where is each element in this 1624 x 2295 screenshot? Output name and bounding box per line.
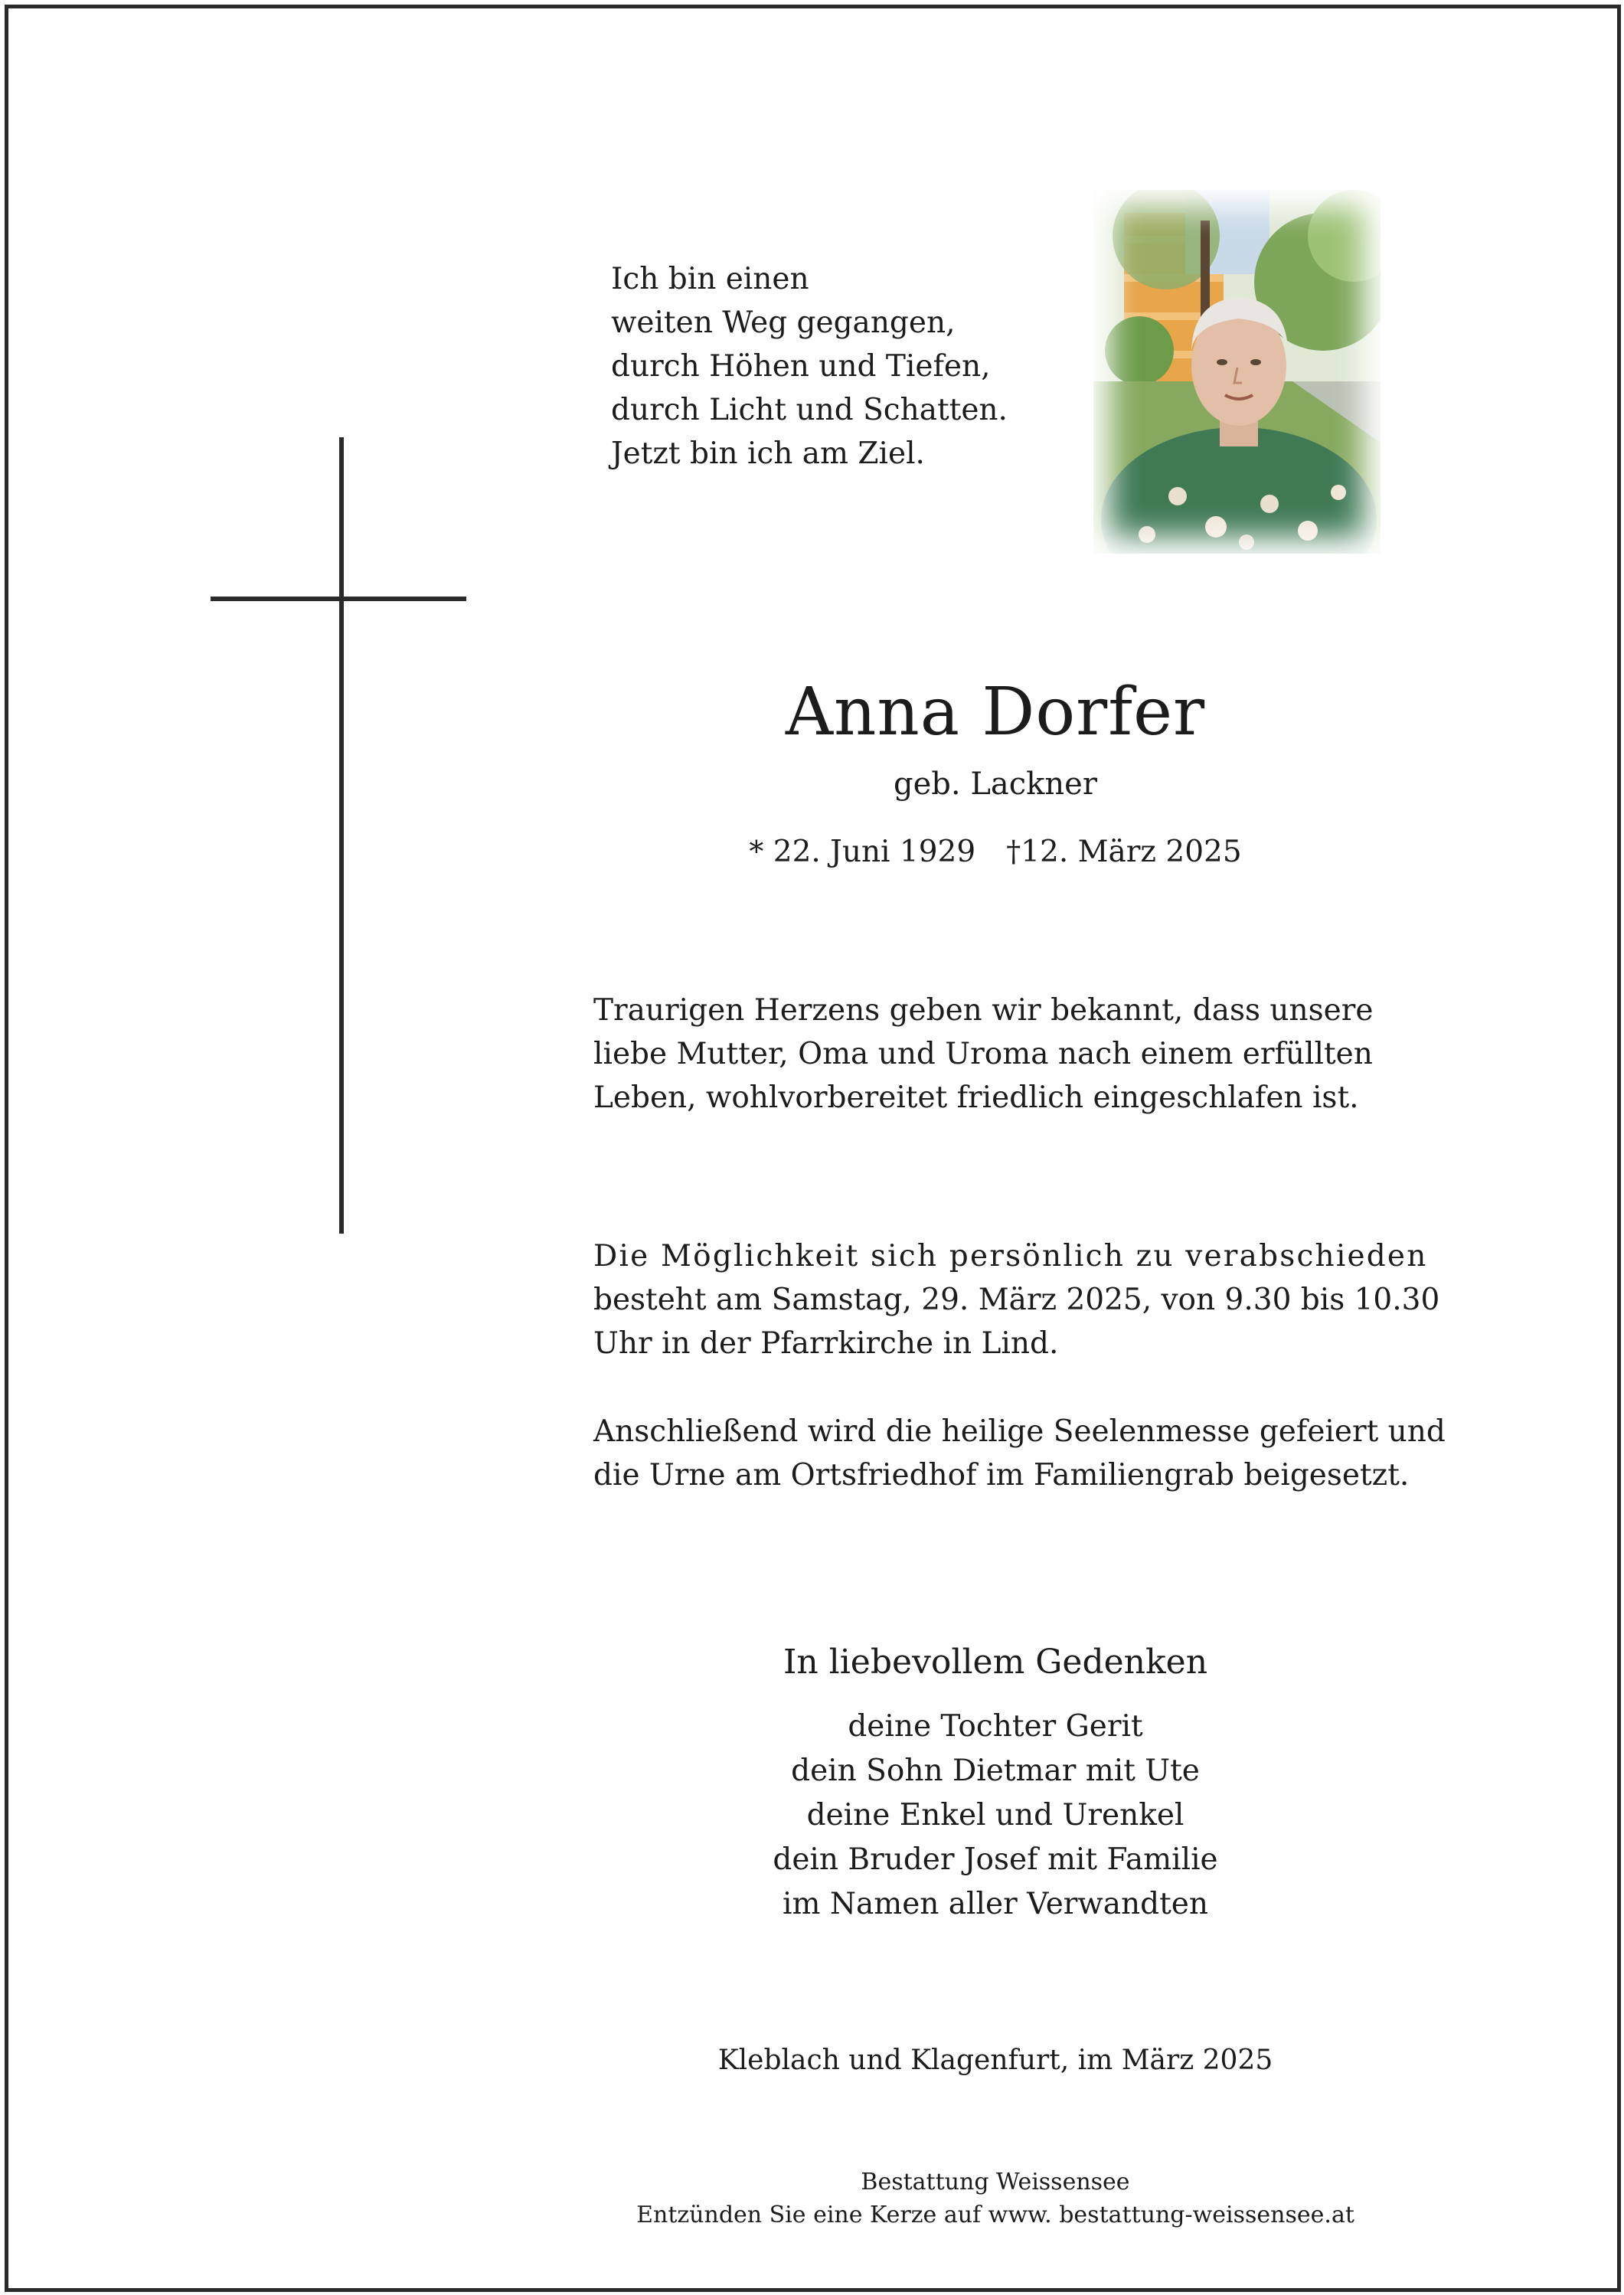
- poem-line: durch Licht und Schatten.: [611, 393, 1008, 427]
- birth-star-icon: *: [749, 835, 764, 868]
- announcement-line: liebe Mutter, Oma und Uroma nach einem erfüllten: [593, 1037, 1373, 1071]
- footer: [536, 2166, 1455, 2231]
- funeral-home-name: Bestattung Weissensee: [861, 2169, 1130, 2195]
- signer: dein Bruder Josef mit Familie: [773, 1842, 1218, 1877]
- signer: im Namen aller Verwandten: [782, 1887, 1209, 1921]
- signer: dein Sohn Dietmar mit Ute: [791, 1754, 1200, 1788]
- closing-title: In liebevollem Gedenken: [783, 1643, 1208, 1682]
- poem-line: weiten Weg gegangen,: [611, 306, 956, 340]
- announcement-line: Traurigen Herzens geben wir bekannt, dass unsere: [593, 993, 1374, 1028]
- death-date: 12. März 2025: [1021, 835, 1242, 869]
- life-dates: [689, 830, 1302, 874]
- signer: deine Enkel und Urenkel: [806, 1798, 1185, 1832]
- farewell-line: Uhr in der Pfarrkirche in Lind.: [593, 1326, 1059, 1361]
- farewell-line: besteht am Samstag, 29. März 2025, von 9.30 bis 10.30: [593, 1283, 1440, 1317]
- poem: [611, 257, 1040, 476]
- deceased-name: Anna Dorfer: [785, 674, 1206, 750]
- mass-line: die Urne am Ortsfriedhof im Familiengrab beigesetzt.: [593, 1458, 1410, 1492]
- cross-horizontal-bar: [211, 597, 466, 601]
- announcement-text: [593, 989, 1390, 1120]
- poem-line: Jetzt bin ich am Ziel.: [611, 436, 925, 471]
- announcement-line: Leben, wohlvorbereitet friedlich eingeschlafen ist.: [593, 1080, 1359, 1115]
- mass-text: [593, 1410, 1446, 1497]
- poem-line: durch Höhen und Tiefen,: [611, 349, 991, 384]
- mass-line: Anschließend wird die heilige Seelenmesse gefeiert und: [593, 1414, 1446, 1449]
- cross-vertical-bar: [339, 437, 344, 1234]
- death-cross-icon: †: [1006, 835, 1021, 868]
- signers-list: [689, 1705, 1302, 1927]
- portrait-photo: [1093, 190, 1381, 554]
- farewell-text: [593, 1234, 1440, 1365]
- signer: deine Tochter Gerit: [848, 1709, 1143, 1744]
- candle-link-text[interactable]: Entzünden Sie eine Kerze auf www. bestattung-weissensee.at: [636, 2202, 1354, 2228]
- portrait-illustration: [1093, 190, 1381, 554]
- birth-date: 22. Juni 1929: [773, 835, 976, 869]
- farewell-line: Die Möglichkeit sich persönlich zu verabschieden: [593, 1239, 1428, 1273]
- maiden-name: geb. Lackner: [894, 767, 1097, 802]
- poem-line: Ich bin einen: [611, 262, 809, 296]
- place-and-date: Kleblach und Klagenfurt, im März 2025: [717, 2045, 1273, 2076]
